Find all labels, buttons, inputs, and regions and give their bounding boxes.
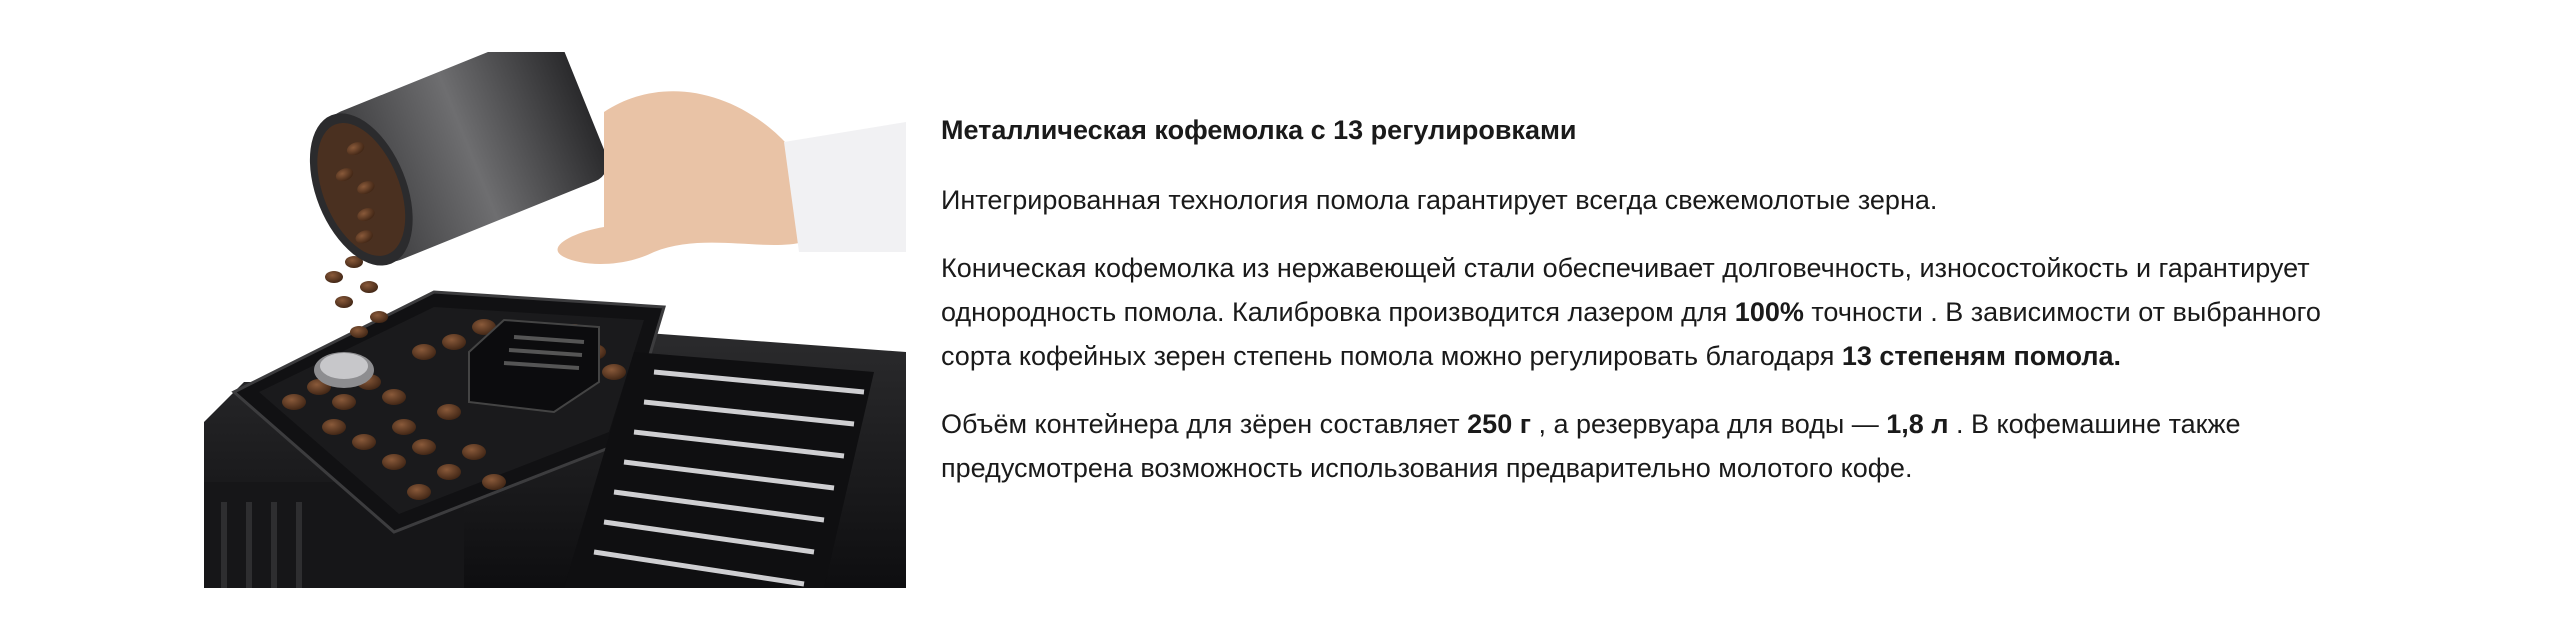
paragraph-capacity — [941, 402, 2361, 490]
accuracy-value: 100% — [1734, 297, 1804, 327]
product-photo — [204, 52, 906, 588]
section-title: Металлическая кофемолка с 13 регулировками — [941, 115, 1577, 145]
water-tank-value: 1,8 л — [1886, 409, 1949, 439]
paragraph-grinder-details — [941, 246, 2361, 378]
text-span: Объём контейнера для зёрен составляет — [941, 409, 1468, 439]
grind-levels-value: 13 степеням помола. — [1841, 341, 2122, 371]
feature-description — [941, 108, 2361, 514]
coffee-grinder-photo-icon — [204, 52, 906, 588]
bean-container-value: 250 г — [1467, 409, 1531, 439]
text-span: точности . В зависимости от выбранного сорта кофейных зерен степень помола можно регулировать благодаря — [941, 297, 2321, 371]
paragraph-intro: Интегрированная технология помола гарантирует всегда свежемолотые зерна. — [941, 185, 1938, 215]
text-span: , а резервуара для воды — — [1530, 409, 1887, 439]
text-span: . В кофемашине также предусмотрена возможность использования предварительно молотого кофе. — [941, 409, 2241, 483]
text-span: Коническая кофемолка из нержавеющей стали обеспечивает долговечность, износостойкость и гарантирует однородность помола. Калибровка производится лазером для — [941, 253, 2310, 327]
